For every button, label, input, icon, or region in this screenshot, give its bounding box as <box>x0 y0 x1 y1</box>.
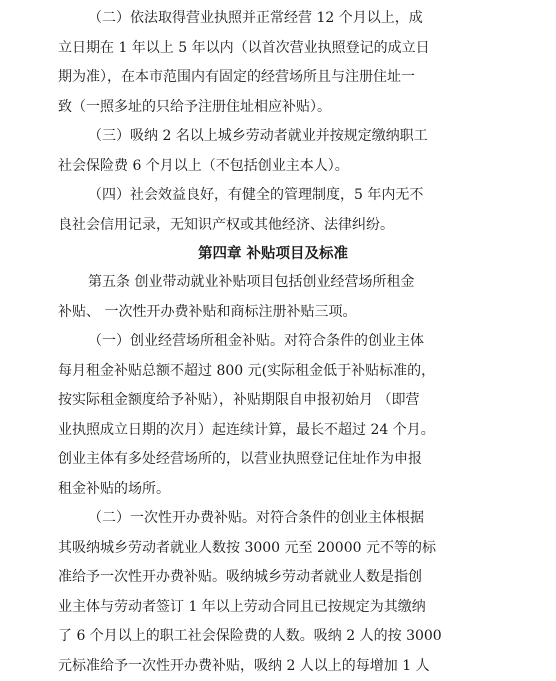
text-line: （一）创业经营场所租金补贴。对符合条件的创业主体 <box>88 327 512 357</box>
paragraph-startup-subsidy <box>0 504 556 681</box>
text-line: 创业主体有多处经营场所的，以营业执照登记住址作为申报 <box>58 445 512 475</box>
text-line: 元标准给予一次性开办费补贴，吸纳 2 人以上的每增加 1 人 <box>58 652 512 681</box>
text-line: 期为准），在本市范围内有固定的经营场所且与注册住址一 <box>58 63 512 93</box>
text-line: （四）社会效益良好，有健全的管理制度，5 年内无不 <box>88 181 512 211</box>
text-line: （二）一次性开办费补贴。对符合条件的创业主体根据 <box>88 504 512 534</box>
text-line: （二）依法取得营业执照并正常经营 12 个月以上，成 <box>88 4 512 34</box>
paragraph-rent-subsidy <box>0 327 556 504</box>
text-line: 其吸纳城乡劳动者就业人数按 3000 元至 20000 元不等的标 <box>58 534 512 564</box>
text-line: 立日期在 1 年以上 5 年以内（以首次营业执照登记的成立日 <box>58 34 512 64</box>
text-line: 致（一照多址的只给予注册住址相应补贴）。 <box>58 93 512 123</box>
text-line: （三）吸纳 2 名以上城乡劳动者就业并按规定缴纳职工 <box>88 122 512 152</box>
paragraph-condition-3 <box>0 122 556 181</box>
text-line: 社会保险费 6 个月以上（不包括创业主本人）。 <box>58 152 512 182</box>
text-line: 了 6 个月以上的职工社会保险费的人数。吸纳 2 人的按 3000 <box>58 622 512 652</box>
text-line: 业执照成立日期的次月）起连续计算，最长不超过 24 个月。 <box>58 416 512 446</box>
paragraph-condition-2 <box>0 0 556 122</box>
text-line: 租金补贴的场所。 <box>58 475 512 505</box>
chapter-heading: 第四章 补贴项目及标准 <box>0 240 556 268</box>
paragraph-condition-4 <box>0 181 556 240</box>
text-line: 按实际租金额度给予补贴），补贴期限自申报初始月 （即营 <box>58 386 512 416</box>
text-line: 准给予一次性开办费补贴。吸纳城乡劳动者就业人数是指创 <box>58 563 512 593</box>
text-line: 良社会信用记录，无知识产权或其他经济、法律纠纷。 <box>58 211 512 241</box>
text-line: 补贴、 一次性开办费补贴和商标注册补贴三项。 <box>58 298 512 328</box>
text-line: 每月租金补贴总额不超过 800 元(实际租金低于补贴标准的， <box>58 357 512 387</box>
paragraph-article-5 <box>0 268 556 327</box>
text-line: 第五条 创业带动就业补贴项目包括创业经营场所租金 <box>88 268 512 298</box>
text-line: 业主体与劳动者签订 1 年以上劳动合同且已按规定为其缴纳 <box>58 593 512 623</box>
